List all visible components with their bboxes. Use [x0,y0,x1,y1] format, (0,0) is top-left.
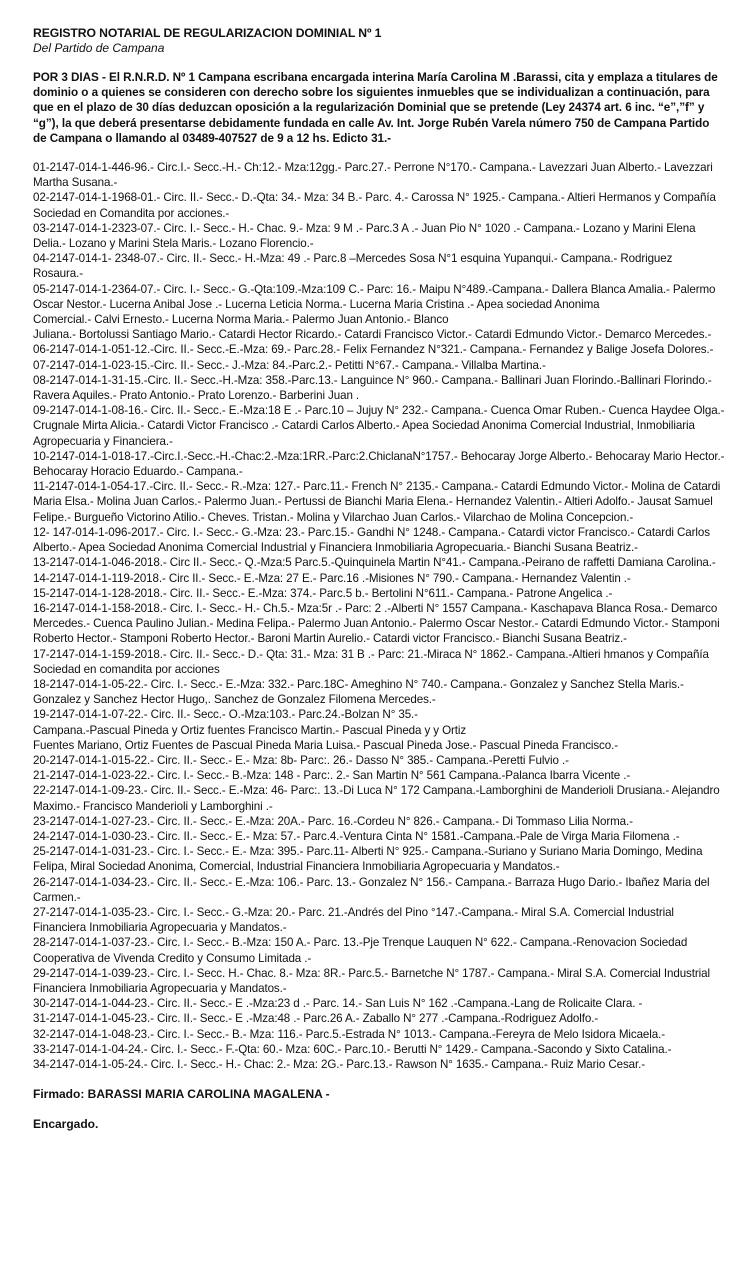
document-subtitle: Del Partido de Campana [33,41,165,55]
property-entry: 27-2147-014-1-035-23.- Circ. I.- Secc.- G.-Mza: 20.- Parc. 21.-Andrés del Pino °147.-Campana.- Miral S.A. Comercial Industrial Financiera Inmobiliaria Agropecuaria y Mandatos.- [33,905,674,935]
property-entry: 28-2147-014-1-037-23.- Circ. I.- Secc.- B.-Mza: 150 A.- Parc. 13.-Pje Trenque Lauquen N° 622.- Campana.-Renovacion Sociedad Cooperativa de Vivenda Credito y Consumo Limitada .- [33,936,688,965]
property-entry: 21-2147-014-1-023-22.- Circ. I.- Secc.- B.-Mza: 148 - Parc:. 2.- San Martin N° 561 Campana.-Palanca Ibarra Vicente .- [33,769,631,783]
signer-role: Encargado. [33,1117,99,1132]
property-entry: 15-2147-014-1-128-2018.- Circ. II.- Secc.- E.-Mza: 374.- Parc.5 b.- Bertolini N°611.- Campana.- Patrone Angelica .- [33,586,613,600]
document-title: REGISTRO NOTARIAL DE REGULARIZACION DOMINIAL Nº 1 [33,26,382,40]
property-entry: 19-2147-014-1-07-22.- Circ. II.- Secc.- O.-Mza:103.- Parc.24.-Bolzan N° 35.- [33,708,418,722]
property-entry: 10-2147-014-1-018-17.-Circ.I.-Secc.-H.-Chac:2.-Mza:1RR.-Parc:2.ChiclanaN°1757.- Behocaray Jorge Alberto.- Behocaray Mario Hector.- Behocaray Horacio Eduardo.- Campana.- [33,449,725,479]
property-entry: 29-2147-014-1-039-23.- Circ. I.- Secc. H.- Chac. 8.- Mza: 8R.- Parc.5.- Barnetche N° 1787.- Campana.- Miral S.A. Comercial Industrial Financiera Inmobiliaria Agropecuaria y Mandatos.- [33,966,710,995]
property-entry: Comercial.- Calvi Ernesto.- Lucerna Norma Maria.- Palermo Juan Antonio.- Blanco [33,313,449,327]
property-entry: Campana.-Pascual Pineda y Ortiz fuentes Francisco Martin.- Pascual Pineda y y Ortiz [33,723,467,737]
property-entries-list [33,160,725,1072]
property-entry: 08-2147-014-1-31-15.-Circ. II.- Secc.-H.-Mza: 358.-Parc.13.- Languince N° 960.- Campana.- Ballinari Juan Florindo.-Ballinari Florindo.- Ravera Aquiles.- Prato Antonio.- Prato Lorenzo.- Barberini Juan . [33,373,712,403]
signature-line: Firmado: BARASSI MARIA CAROLINA MAGALENA - [33,1087,330,1102]
property-entry: 31-2147-014-1-045-23.- Circ. II.- Secc.- E .-Mza:48 .- Parc.26 A.- Zaballo N° 277 .-Campana.-Rodriguez Adolfo.- [33,1012,599,1026]
property-entry: 05-2147-014-1-2364-07.- Circ. I.- Secc.- G.-Qta:109.-Mza:109 C.- Parc: 16.- Maipu N°489.-Campana.- Dallera Blanca Amalia.- Palermo Oscar Nestor.- Lucerna Anibal Jose .- Lucerna Leticia Norma.- Lucerna Maria Cristina .- Apea sociedad Anonima [33,282,716,311]
property-entry: 11-2147-014-1-054-17.-Circ. II.- Secc.- R.-Mza: 127.- Parc.11.- French N° 2135.- Campana.- Catardi Edmundo Victor.- Molina de Catardi Maria Elsa.- Molina Juan Carlos.- Palermo Juan.- Pertussi de Bianchi Maria Elena.- Hernandez Valentin.- Altieri Adolfo.- Jausat Samuel Felipe.- Burgueño Victorino Atilio.- Cheves. Tristan.- Molina y Vilarchao Juan Carlos.- Vilarchao de Molina Concepcion.- [33,480,721,524]
property-entry: 03-2147-014-1-2323-07.- Circ. I.- Secc.- H.- Chac. 9.- Mza: 9 M .- Parc.3 A .- Juan Pio N° 1020 .- Campana.- Lozano y Marini Elena Delia.- Lozano y Marini Stela Maris.- Lozano Florencio.- [33,221,696,251]
property-entry: 07-2147-014-1-023-15.-Circ. II.- Secc.- J.-Mza: 84.-Parc.2.- Petitti N°67.- Campana.- Villalba Martina.- [33,358,546,372]
property-entry: 20-2147-014-1-015-22.- Circ. II.- Secc.- E.- Mza: 8b- Parc:. 26.- Dasso N° 385.- Campana.-Peretti Fulvio .- [33,753,569,767]
property-entry: 32-2147-014-1-048-23.- Circ. I.- Secc.- B.- Mza: 116.- Parc.5.-Estrada N° 1013.- Campana.-Fereyra de Melo Isidora Micaela.- [33,1027,665,1041]
property-entry: Fuentes Mariano, Ortiz Fuentes de Pascual Pineda Maria Luisa.- Pascual Pineda Jose.- Pascual Pineda Francisco.- [33,738,618,752]
property-entry: 01-2147-014-1-446-96.- Circ.I.- Secc.-H.- Ch:12.- Mza:12gg.- Parc.27.- Perrone N°170.- Campana.- Lavezzari Juan Alberto.- Lavezzari Martha Susana.- [33,161,713,190]
property-entry: 33-2147-014-1-04-24.- Circ. I.- Secc.- F.-Qta: 60.- Mza: 60C.- Parc.10.- Berutti N° 1429.- Campana.-Sacondo y Sixto Catalina.- [33,1042,672,1056]
edict-document [33,26,725,1132]
property-entry: 34-2147-014-1-05-24.- Circ. I.- Secc.- H.- Chac: 2.- Mza: 2G.- Parc.13.- Rawson N° 1635.- Campana.- Ruiz Mario Cesar.- [33,1058,646,1071]
property-entry: 24-2147-014-1-030-23.- Circ. II.- Secc.- E.- Mza: 57.- Parc.4.-Ventura Cinta N° 1581.-Campana.-Pale de Virga Maria Filomena .- [33,829,680,843]
property-entry: 14-2147-014-1-119-2018.- Circ II.- Secc.- E.-Mza: 27 E.- Parc.16 .-Misiones N° 790.- Campana.- Hernandez Valentin .- [33,571,631,585]
property-entry: 04-2147-014-1- 2348-07.- Circ. II.- Secc.- H.-Mza: 49 .- Parc.8 –Mercedes Sosa N°1 esquina Yupanqui.- Campana.- Rodriguez Rosaura.- [33,252,673,281]
intro-paragraph: POR 3 DIAS - El R.N.R.D. Nº 1 Campana escribana encargada interina María Carolina M .Barassi, cita y emplaza a titulares de dominio o a quienes se consideren con derecho sobre los siguientes inmuebles que se individualizan a continuación, para que en el plazo de 30 días deduzcan oposición a la regularización Dominial que se pretende (Ley 24374 art. 6 inc. “e”,”f” y “g”), la que deberá presentarse debidamente fundada en calle Av. Int. Jorge Rubén Varela número 750 de Campana Partido de Campana o llamando al 03489-407527 de 9 a 12 hs. Edicto 31.- [33,71,718,145]
property-entry: 17-2147-014-1-159-2018.- Circ. II.- Secc.- D.- Qta: 31.- Mza: 31 B .- Parc: 21.-Miraca N° 1862.- Campana.-Altieri hmanos y Compañía Sociedad en comandita por acciones [33,647,709,676]
property-entry: 30-2147-014-1-044-23.- Circ. II.- Secc.- E .-Mza:23 d .- Parc. 14.- San Luis N° 162 .-Campana.-Lang de Rolicaite Clara. - [33,997,643,1011]
property-entry: 25-2147-014-1-031-23.- Circ. I.- Secc.- E.- Mza: 395.- Parc.11- Alberti N° 925.- Campana.-Suriano y Suriano Maria Domingo, Medina Felipa, Miral Sociedad Anonima, Comercial, Industrial Financiera Inmobiliaria Agropecuaria y Mandatos.- [33,845,703,874]
property-entry: Juliana.- Bortolussi Santiago Mario.- Catardi Hector Ricardo.- Catardi Francisco Victor.- Catardi Edmundo Victor.- Demarco Mercedes.- [33,328,712,342]
property-entry: 26-2147-014-1-034-23.- Circ. II.- Secc.- E.-Mza: 106.- Parc. 13.- Gonzalez N° 156.- Campana.- Barraza Hugo Dario.- Ibañez Maria del Carmen.- [33,875,710,904]
property-entry: 06-2147-014-1-051-12.-Circ. II.- Secc.-E.-Mza: 69.- Parc.28.- Felix Fernandez N°321.- Campana.- Fernandez y Balige Josefa Dolores.- [33,343,714,357]
property-entry: 16-2147-014-1-158-2018.- Circ. I.- Secc.- H.- Ch.5.- Mza:5r .- Parc: 2 .-Alberti N° 1557 Campana.- Kaschapava Blanca Rosa.- Demarco Mercedes.- Cuenca Paulino Julian.- Medina Felipa.- Palermo Juan Antonio.- Palermo Oscar Nestor.- Catardi Edmundo Victor.- Stamponi Roberto Hector.- Stamponi Roberto Hector.- Baroni Martin Aurelio.- Catardi victor Francisco.- Bianchi Susana Beatriz.- [33,601,720,646]
property-entry: 18-2147-014-1-05-22.- Circ. I.- Secc.- E.-Mza: 332.- Parc.18C- Ameghino N° 740.- Campana.- Gonzalez y Sanchez Stella Maris.- Gonzalez y Sanchez Hector Hugo,. Sanchez de Gonzalez Filomena Mercedes.- [33,677,684,707]
property-entry: 23-2147-014-1-027-23.- Circ. II.- Secc.- E.-Mza: 20A.- Parc. 16.-Cordeu N° 826.- Campana.- Di Tommaso Lilia Norma.- [33,814,633,828]
property-entry: 22-2147-014-1-09-23.- Circ. II.- Secc.- E.-Mza: 46- Parc:. 13.-Di Luca N° 172 Campana.-Lamborghini de Manderioli Drusiana.- Alejandro Maximo.- Francisco Manderioli y Lamborghini .- [33,784,720,813]
property-entry: 13-2147-014-1-046-2018.- Circ II.- Secc.- Q.-Mza:5 Parc.5.-Quinquinela Martin N°41.- Campana.-Peirano de raffetti Damiana Carolina.- [33,556,716,570]
property-entry: 02-2147-014-1-1968-01.- Circ. II.- Secc.- D.-Qta: 34.- Mza: 34 B.- Parc. 4.- Carossa N° 1925.- Campana.- Altieri Hermanos y Compañía Sociedad en Comandita por acciones.- [33,191,716,220]
property-entry: 09-2147-014-1-08-16.- Circ. II.- Secc.- E.-Mza:18 E .- Parc.10 – Jujuy N° 232.- Campana.- Cuenca Omar Ruben.- Cuenca Haydee Olga.- Crugnale Mirta Alicia.- Catardi Victor Francisco .- Catardi Carlos Alberto.- Apea Sociedad Anonima Comercial Industrial, Inmobiliaria Agropecuaria y Financiera.- [33,404,725,448]
property-entry: 12- 147-014-1-096-2017.- Circ. I.- Secc.- G.-Mza: 23.- Parc.15.- Gandhi N° 1248.- Campana.- Catardi victor Francisco.- Catardi Carlos Alberto.- Apea Sociedad Anonima Comercial Industrial y Financiera Inmobiliaria Agropecuaria.- Bianchi Susana Beatriz.- [33,525,710,555]
